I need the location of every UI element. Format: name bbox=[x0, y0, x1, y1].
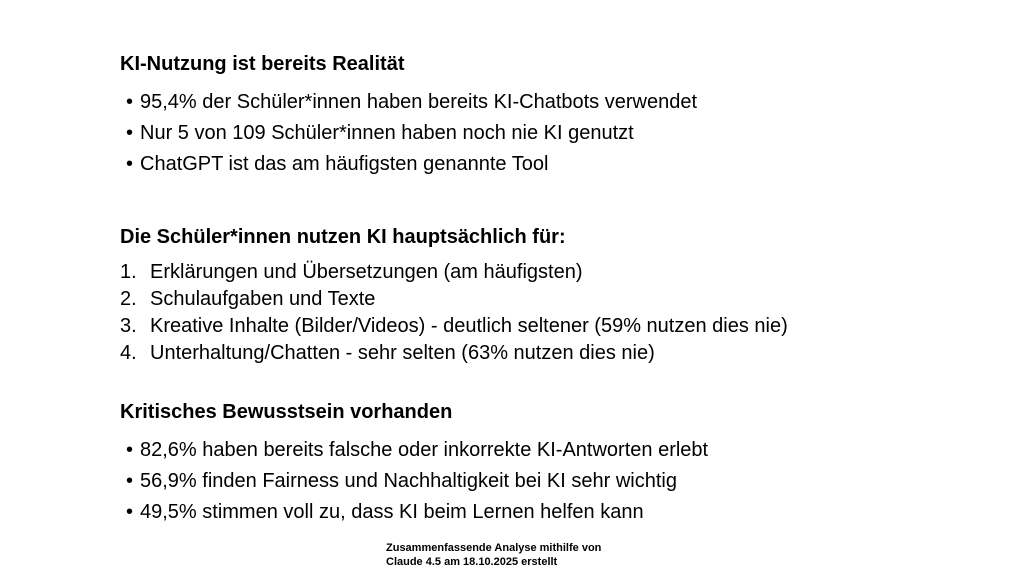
bullet-icon: • bbox=[126, 501, 134, 523]
list-item-number: 4. bbox=[120, 342, 137, 364]
list-item-text: Nur 5 von 109 Schüler*innen haben noch nie KI genutzt bbox=[140, 122, 634, 144]
bullet-icon: • bbox=[126, 439, 134, 461]
list-item-text: ChatGPT ist das am häufigsten genannte Tool bbox=[140, 153, 549, 175]
list-item bbox=[120, 340, 788, 367]
list-item-text: Kreative Inhalte (Bilder/Videos) - deutlich seltener (59% nutzen dies nie) bbox=[150, 315, 788, 337]
list-item-text: 95,4% der Schüler*innen haben bereits KI-Chatbots verwendet bbox=[140, 91, 698, 113]
list-item bbox=[126, 497, 708, 528]
list-item bbox=[126, 435, 708, 466]
list-item bbox=[120, 259, 788, 286]
section-heading-kritisches-bewusstsein: Kritisches Bewusstsein vorhanden bbox=[120, 401, 453, 423]
list-item-text: Unterhaltung/Chatten - sehr selten (63% nutzen dies nie) bbox=[150, 342, 655, 364]
numbered-list-nutzung-fuer bbox=[120, 259, 788, 367]
list-item bbox=[120, 286, 788, 313]
footnote-line: Claude 4.5 am 18.10.2025 erstellt bbox=[386, 556, 558, 568]
list-item bbox=[126, 149, 697, 180]
bullet-list-kritisches-bewusstsein bbox=[126, 435, 708, 528]
bullet-icon: • bbox=[126, 91, 134, 113]
footnote bbox=[386, 541, 601, 569]
bullet-icon: • bbox=[126, 470, 134, 492]
list-item-text: Erklärungen und Übersetzungen (am häufigsten) bbox=[150, 261, 583, 283]
list-item-number: 3. bbox=[120, 315, 137, 337]
list-item-text: 82,6% haben bereits falsche oder inkorrekte KI-Antworten erlebt bbox=[140, 439, 709, 461]
list-item-text: Schulaufgaben und Texte bbox=[150, 288, 376, 310]
section-heading-ki-nutzung: KI-Nutzung ist bereits Realität bbox=[120, 53, 405, 75]
bullet-icon: • bbox=[126, 153, 134, 175]
list-item-number: 2. bbox=[120, 288, 137, 310]
list-item bbox=[126, 87, 697, 118]
footnote-line: Zusammenfassende Analyse mithilfe von bbox=[386, 542, 602, 554]
list-item-number: 1. bbox=[120, 261, 137, 283]
list-item-text: 49,5% stimmen voll zu, dass KI beim Lernen helfen kann bbox=[140, 501, 644, 523]
bullet-icon: • bbox=[126, 122, 134, 144]
section-heading-nutzung-fuer: Die Schüler*innen nutzen KI hauptsächlich für: bbox=[120, 226, 566, 248]
list-item-text: 56,9% finden Fairness und Nachhaltigkeit bei KI sehr wichtig bbox=[140, 470, 677, 492]
bullet-list-ki-nutzung bbox=[126, 87, 697, 180]
list-item bbox=[126, 466, 708, 497]
list-item bbox=[120, 313, 788, 340]
list-item bbox=[126, 118, 697, 149]
